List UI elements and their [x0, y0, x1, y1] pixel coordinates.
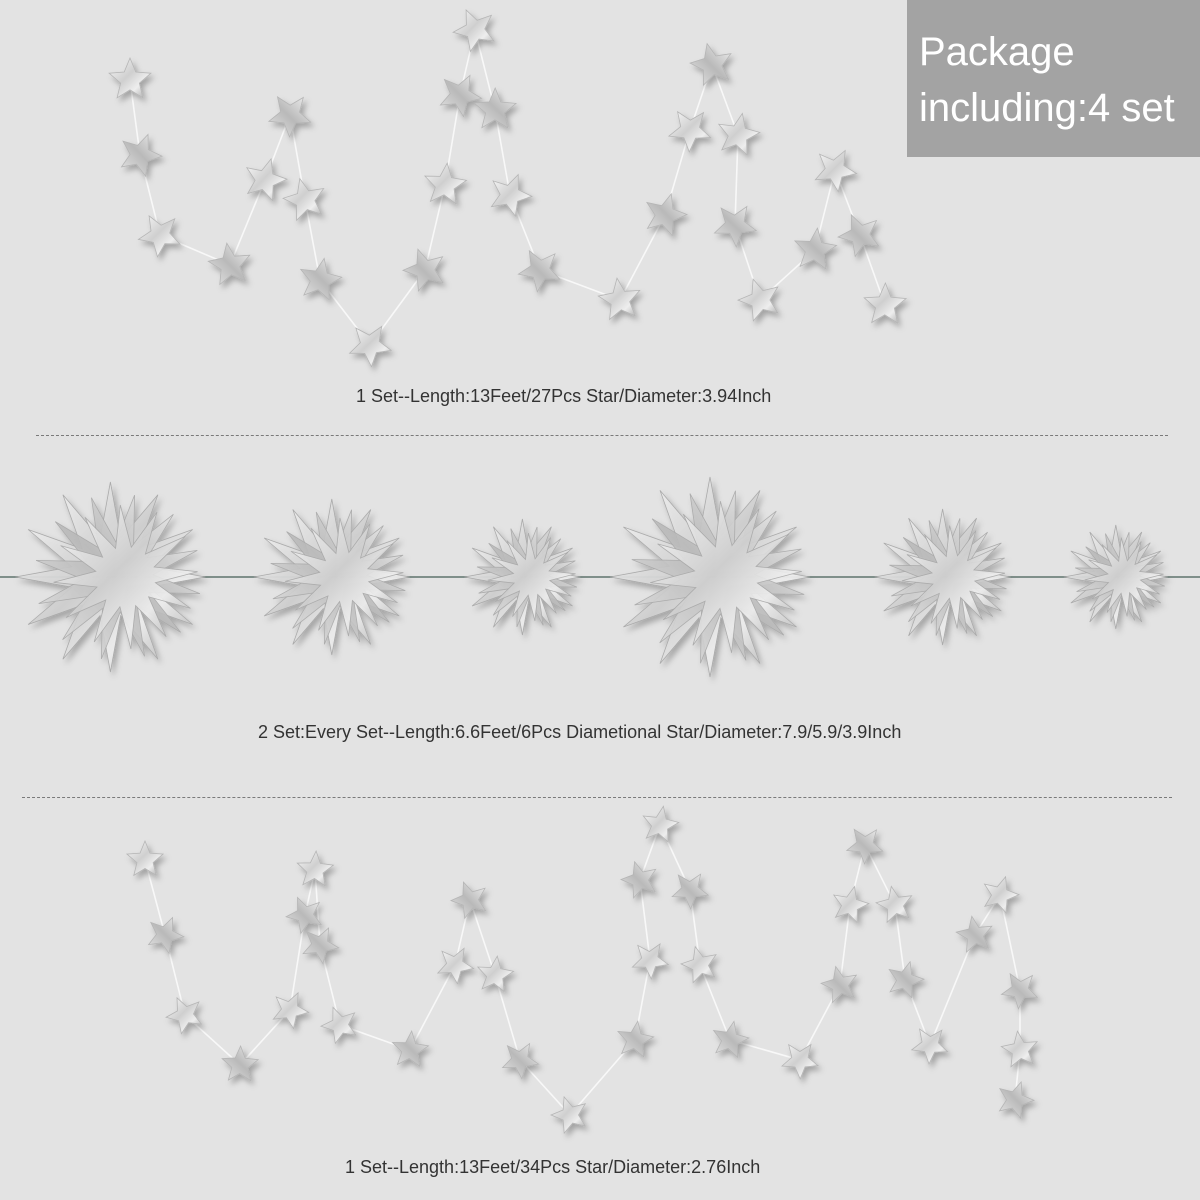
star-icon [621, 862, 656, 898]
star-icon [815, 151, 856, 192]
star-icon [403, 249, 443, 291]
star-icon [453, 10, 494, 52]
star-icon [109, 58, 151, 98]
star-icon [350, 326, 392, 367]
star-icon [138, 216, 180, 257]
package-badge [907, 0, 1200, 157]
star-icon [518, 251, 560, 292]
dashed-divider [36, 435, 1168, 436]
star-icon [438, 948, 474, 984]
burst-star-icon [875, 509, 1011, 645]
star-icon [738, 279, 778, 321]
star-icon [714, 1021, 749, 1057]
dashed-divider [22, 797, 1172, 798]
burst-star-garland-set-2 [0, 477, 1200, 677]
star-icon [269, 97, 311, 137]
star-icon [286, 898, 321, 934]
star-icon [1002, 974, 1038, 1009]
star-icon [876, 886, 912, 922]
star-icon [672, 874, 708, 909]
burst-star-icon [15, 482, 205, 672]
star-icon [303, 928, 339, 964]
star-icon [618, 1021, 654, 1057]
star-icon [782, 1045, 818, 1080]
set-2-caption: 2 Set:Every Set--Length:6.6Feet/6Pcs Diametional Star/Diameter:7.9/5.9/3.9Inch [258, 722, 902, 742]
star-icon [440, 75, 481, 116]
star-icon [1000, 1082, 1035, 1118]
burst-star-icon [254, 499, 410, 655]
star-icon [632, 944, 668, 979]
star-icon [985, 877, 1020, 913]
star-icon [598, 278, 640, 319]
star-icon [208, 243, 249, 284]
star-icon [425, 163, 467, 204]
star-icon [301, 258, 342, 300]
star-icon [681, 947, 716, 983]
set-1-caption: 1 Set--Length:13Feet/27Pcs Star/Diameter:3.94Inch [356, 386, 772, 406]
star-icon [821, 967, 856, 1003]
star-icon [838, 215, 879, 257]
star-icon [847, 829, 883, 864]
star-icon [451, 882, 486, 918]
star-icon [690, 44, 731, 86]
star-icon [912, 1029, 948, 1064]
star-icon [889, 962, 924, 998]
star-icon [247, 159, 287, 201]
burst-star-icon [1064, 525, 1168, 629]
star-icon [478, 956, 514, 992]
star-icon [393, 1031, 429, 1066]
star-icon [864, 283, 906, 323]
set-3-caption: 1 Set--Length:13Feet/34Pcs Star/Diameter:2.76Inch [345, 1157, 761, 1177]
star-icon [643, 806, 679, 842]
star-icon [122, 135, 163, 177]
star-icon [795, 228, 837, 269]
star-icon [491, 175, 532, 217]
burst-star-icon [610, 477, 810, 677]
star-icon [149, 918, 184, 954]
star-icon [956, 916, 992, 952]
star-icon [719, 113, 760, 155]
star-icon [166, 998, 202, 1034]
burst-star-icon [464, 519, 580, 635]
star-icon [647, 194, 687, 236]
star-icon [283, 179, 324, 221]
star-garland-set-3 [127, 806, 1038, 1133]
badge-line-1: Package [919, 30, 1075, 74]
star-icon [127, 841, 163, 875]
star-icon [474, 88, 516, 128]
star-garland-set-1 [109, 10, 906, 367]
star-icon [321, 1007, 356, 1043]
star-icon [834, 887, 869, 923]
badge-line-2: including:4 set [919, 86, 1175, 130]
star-icon [669, 112, 711, 152]
garland-string [145, 825, 1020, 1115]
